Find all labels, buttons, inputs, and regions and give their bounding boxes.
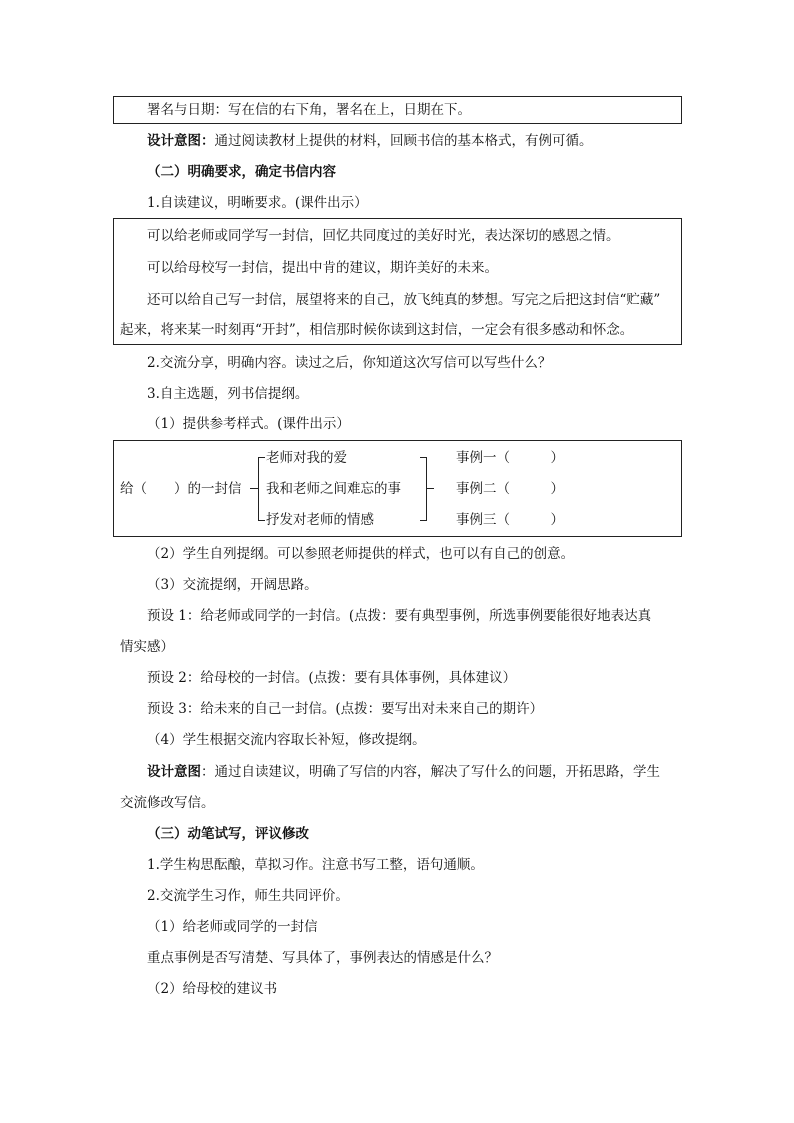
design-intent-2-continued: 交流修改写信。 [120, 795, 215, 811]
outline-right-bracket [420, 457, 427, 521]
step-2: 2.交流分享，明确内容。读过之后，你知道这次写信可以写些什么？ [147, 355, 552, 371]
preset-3: 预设 3：给未来的自己一封信。(点拨：要写出对未来自己的期许） [147, 701, 544, 717]
outline-left-bracket [258, 457, 265, 521]
sub-step-3: （3）交流提纲，开阔思路。 [147, 577, 318, 593]
sub-step-1: （1）提供参考样式。(课件出示） [147, 416, 350, 432]
write-sub-1: （1）给老师或同学的一封信 [147, 919, 318, 935]
outline-branch: 老师对我的爱 [266, 450, 347, 466]
outline-branch: 我和老师之间难忘的事 [266, 481, 401, 497]
design-intent-label: 设计意图 [147, 764, 201, 780]
sub-step-2: （2）学生自列提纲。可以参照老师提供的样式，也可以有自己的创意。 [147, 546, 575, 562]
design-intent-text: 通过阅读教材上提供的材料，回顾书信的基本格式，有例可循。 [214, 133, 593, 149]
suggestion-line-3: 还可以给自己写一封信，展望将来的自己，放飞纯真的梦想。写完之后把这封信“贮藏” [147, 292, 661, 308]
preset-1-continued: 情实感） [120, 639, 174, 655]
preset-2: 预设 2：给母校的一封信。(点拨：要有具体事例，具体建议） [147, 670, 517, 686]
outline-example: 事例二（ ） [456, 481, 564, 497]
outline-branch: 抒发对老师的情感 [266, 512, 374, 528]
design-intent-text: ：通过自读建议，明确了写信的内容，解决了写什么的问题，开拓思路，学生 [201, 764, 660, 780]
suggestion-line-4: 起来，将来某一时刻再“开封”，相信那时候你读到这封信，一定会有很多感动和怀念。 [120, 322, 634, 338]
write-step-2: 2.交流学生习作，师生共同评价。 [147, 888, 349, 904]
write-question-1: 重点事例是否写清楚、写具体了，事例表达的情感是什么？ [147, 950, 498, 966]
suggestion-line-2: 可以给母校写一封信，提出中肯的建议，期许美好的未来。 [147, 260, 498, 276]
step-3: 3.自主选题，列书信提纲。 [147, 386, 309, 402]
outline-right-bracket-tick [426, 488, 434, 489]
write-sub-2: （2）给母校的建议书 [147, 981, 278, 997]
signature-text: 署名与日期：写在信的右下角，署名在上，日期在下。 [147, 102, 471, 118]
design-intent-label: 设计意图： [147, 133, 215, 149]
preset-1: 预设 1：给老师或同学的一封信。(点拨：要有典型事例，所选事例要能很好地表达真 [147, 608, 652, 624]
section-2-heading: （二）明确要求，确定书信内容 [147, 164, 336, 180]
suggestion-line-1: 可以给老师或同学写一封信，回忆共同度过的美好时光，表达深切的感恩之情。 [147, 228, 620, 244]
outline-example: 事例一（ ） [456, 450, 564, 466]
outline-root: 给（ ）的一封信 [120, 481, 242, 497]
design-intent-1 [147, 131, 593, 151]
write-step-1: 1.学生构思酝酿，草拟习作。注意书写工整，语句通顺。 [147, 857, 484, 873]
outline-left-bracket-tick [250, 488, 258, 489]
section-3-heading: （三）动笔试写，评议修改 [147, 826, 309, 842]
step-1: 1.自读建议，明晰要求。(课件出示） [147, 195, 368, 211]
sub-step-4: （4）学生根据交流内容取长补短，修改提纲。 [147, 732, 426, 748]
outline-example: 事例三（ ） [456, 512, 564, 528]
design-intent-2 [147, 762, 660, 782]
